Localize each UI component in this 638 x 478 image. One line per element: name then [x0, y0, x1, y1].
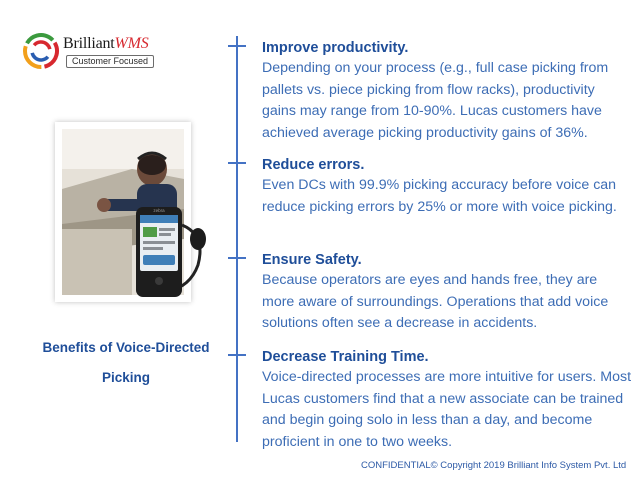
slide-caption	[28, 333, 224, 393]
logo-wordmark: BrilliantWMS	[63, 35, 149, 52]
benefit-title: Reduce errors.	[262, 157, 365, 173]
benefit-body: Voice-directed processes are more intuitive for users. Most Lucas customers find that a new associate can be trained and begin going solo in less than a day, and become proficient in one to two weeks.	[262, 369, 632, 450]
handheld-scanner-image	[118, 205, 208, 297]
benefit-errors	[262, 155, 632, 218]
benefit-body: Because operators are eyes and hands free, they are more aware of surroundings. Operations that add voice solutions often see a decrease in accidents.	[262, 272, 609, 331]
timeline-tick	[228, 257, 246, 259]
benefit-productivity	[262, 38, 632, 144]
benefit-title: Ensure Safety.	[262, 252, 362, 268]
benefit-title: Improve productivity.	[262, 40, 409, 56]
logo-tagline: Customer Focused	[66, 55, 154, 68]
brand-logo	[22, 32, 172, 72]
caption-line-2: Picking	[101, 370, 150, 385]
timeline-tick	[228, 45, 246, 47]
benefit-title: Decrease Training Time.	[262, 349, 429, 365]
copyright-footer: CONFIDENTIAL© Copyright 2019 Brilliant Info System Pvt. Ltd	[361, 460, 627, 471]
benefit-safety	[262, 250, 632, 335]
benefit-body: Even DCs with 99.9% picking accuracy before voice can reduce picking errors by 25% or more with voice picking.	[262, 177, 617, 215]
timeline-tick	[228, 162, 246, 164]
benefit-training	[262, 347, 632, 453]
timeline-line	[236, 36, 238, 442]
caption-line-1: Benefits of Voice-Directed	[42, 340, 210, 355]
benefit-body: Depending on your process (e.g., full case picking from pallets vs. piece picking from flow racks), productivity gains may range from 10-90%. Lucas customers have achieved average picking productivity gains of 36%.	[262, 60, 609, 141]
timeline-tick	[228, 354, 246, 356]
device-brand-label: zebra	[153, 208, 165, 213]
logo-swirl-icon	[22, 32, 60, 70]
